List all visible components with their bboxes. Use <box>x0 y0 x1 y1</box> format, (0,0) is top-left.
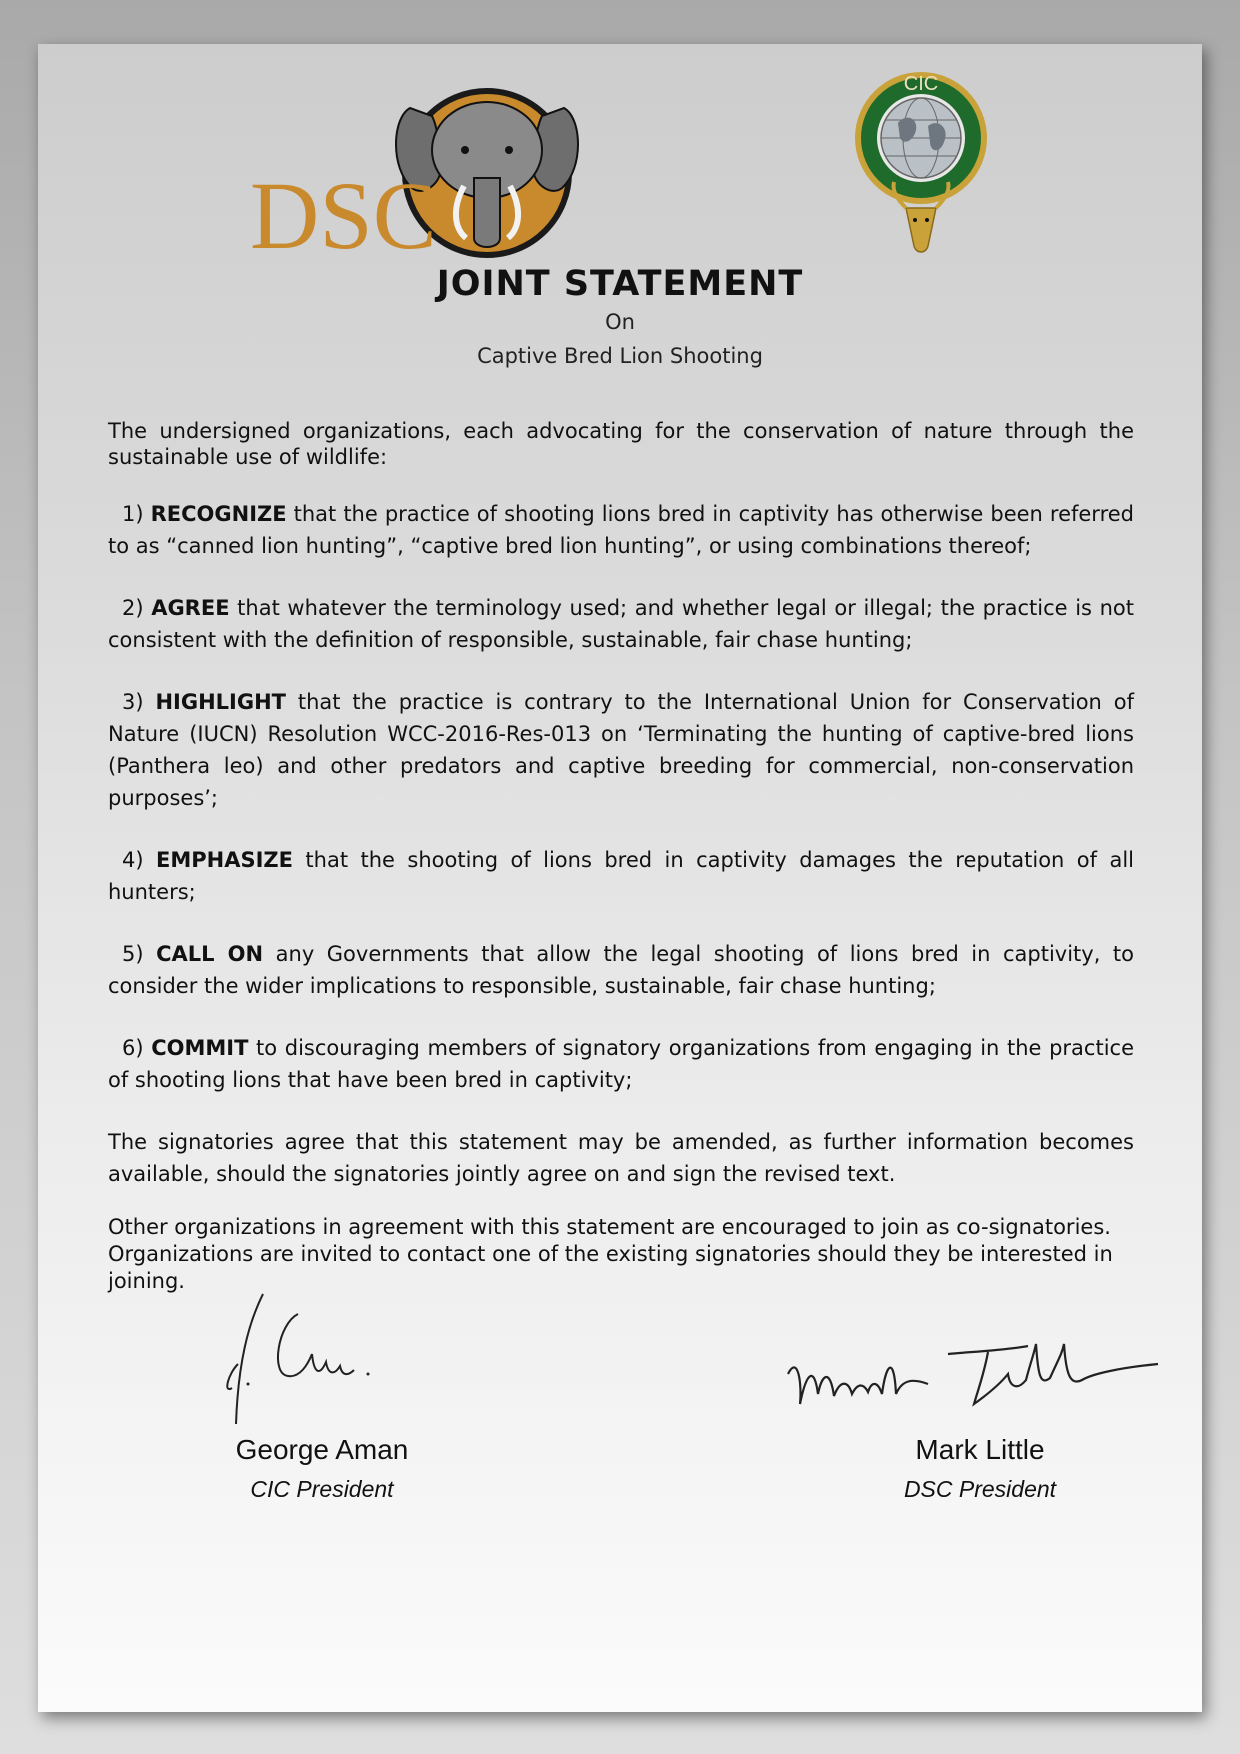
item-paragraph <box>108 498 1134 562</box>
item-number: 5) <box>122 942 144 966</box>
item-number: 1) <box>122 502 144 526</box>
signature-mark-little <box>778 1324 1178 1424</box>
item-number: 4) <box>122 848 144 872</box>
cic-logo <box>846 68 996 260</box>
item-number: 3) <box>122 690 144 714</box>
closing-paragraph: The signatories agree that this statement may be amended, as further information becomes available, should the signatories jointly agree on and sign the revised text. <box>108 1130 1134 1186</box>
item-keyword: AGREE <box>151 596 230 620</box>
item-keyword: CALL ON <box>156 942 264 966</box>
item-keyword: HIGHLIGHT <box>155 690 286 714</box>
item-paragraph <box>108 938 1134 1002</box>
statement-body <box>108 418 1134 1325</box>
globe-icon <box>881 98 961 178</box>
item-text: that the shooting of lions bred in captivity damages the reputation of all hunters; <box>108 848 1134 904</box>
cic-logo-text: CIC <box>903 73 939 95</box>
item-number: 2) <box>122 596 144 620</box>
dsc-logo <box>242 78 602 258</box>
item-keyword: COMMIT <box>151 1036 249 1060</box>
subtitle-on: On <box>605 310 635 334</box>
signatory-role: CIC President <box>250 1476 394 1502</box>
item-keyword: RECOGNIZE <box>150 502 287 526</box>
document-title: JOINT STATEMENT <box>436 264 804 304</box>
item-paragraph <box>108 844 1134 908</box>
intro-paragraph: The undersigned organizations, each advocating for the conservation of nature through the sustainable use of wildlife: <box>108 419 1134 469</box>
item-keyword: EMPHASIZE <box>156 848 293 872</box>
item-paragraph <box>108 686 1134 814</box>
item-text: that whatever the terminology used; and whether legal or illegal; the practice is not consistent with the definition of responsible, sustainable, fair chase hunting; <box>108 596 1134 652</box>
subtitle-subject: Captive Bred Lion Shooting <box>477 344 763 368</box>
item-text: to discouraging members of signatory organizations from engaging in the practice of shooting lions that have been bred in captivity; <box>108 1036 1134 1092</box>
closing-paragraph: Other organizations in agreement with this statement are encouraged to join as co-signatories. Organizations are invited to contact one of the existing signatories should they be interested in joining. <box>108 1215 1113 1293</box>
item-text: that the practice of shooting lions bred in captivity has otherwise been referred to as “canned lion hunting”, “captive bred lion hunting”, or using combinations thereof; <box>108 502 1134 558</box>
document-page <box>38 44 1202 1712</box>
signatory-name: Mark Little <box>915 1434 1045 1465</box>
signatory-right <box>780 1434 1180 1503</box>
signatory-role: DSC President <box>903 1476 1057 1502</box>
item-text: that the practice is contrary to the International Union for Conservation of Nature (IUCN) Resolution WCC-2016-Res-013 on ‘Terminating the hunting of captive-bred lions (Panthera leo) and other predators and captive breeding for commercial, non-conservation purposes’; <box>108 690 1134 810</box>
signatory-left <box>122 1434 522 1503</box>
signatory-name: George Aman <box>235 1434 409 1465</box>
signature-george-aman <box>208 1284 408 1434</box>
dsc-logo-text: DSC <box>250 162 437 258</box>
item-paragraph <box>108 592 1134 656</box>
item-paragraph <box>108 1032 1134 1096</box>
item-number: 6) <box>122 1036 144 1060</box>
item-text: any Governments that allow the legal shooting of lions bred in captivity, to consider the wider implications to responsible, sustainable, fair chase hunting; <box>108 942 1134 998</box>
